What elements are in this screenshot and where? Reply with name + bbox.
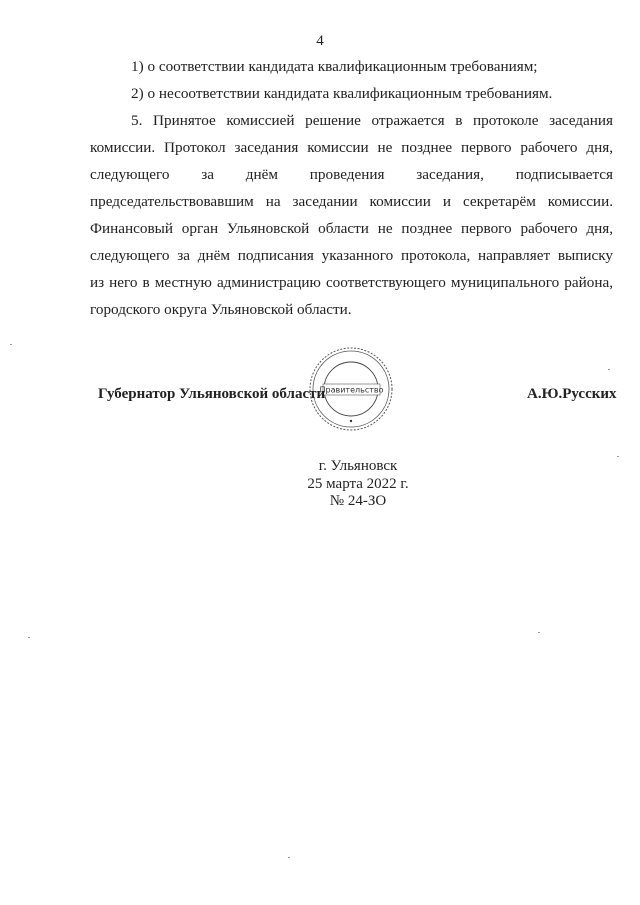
signatory-position: Губернатор Ульяновской области	[98, 386, 326, 402]
list-item: 1) о соответствии кандидата квалификационным требованиям;	[131, 58, 538, 75]
svg-text:Правительство: Правительство	[319, 385, 384, 395]
date: 25 марта 2022 г.	[307, 476, 409, 492]
list-item: 2) о несоответствии кандидата квалификационным требованиям.	[131, 85, 553, 102]
text-line: 5. Принятое комиссией решение отражается в протоколе заседания	[131, 112, 613, 129]
text-line: комиссии. Протокол заседания комиссии не позднее первого рабочего дня,	[90, 139, 613, 156]
scan-speck	[10, 344, 12, 345]
scan-speck	[608, 369, 610, 370]
scan-speck	[617, 456, 619, 457]
text-line: из него в местную администрацию соответствующего муниципального района,	[90, 274, 613, 291]
text-line: следующего за днём подписания указанного протокола, направляет выписку	[90, 247, 613, 264]
page-number: 4	[316, 33, 324, 49]
scan-speck	[538, 632, 540, 633]
signatory-name: А.Ю.Русских	[527, 386, 617, 402]
document-number: № 24-ЗО	[329, 493, 387, 509]
text-line: следующего за днём проведения заседания, подписывается	[90, 166, 613, 183]
text-line: председательствовавшим на заседании комиссии и секретарём комиссии.	[90, 193, 613, 210]
city: г. Ульяновск	[318, 458, 398, 474]
text-line: Финансовый орган Ульяновской области не позднее первого рабочего дня,	[90, 220, 613, 237]
scan-speck	[28, 637, 30, 638]
text-line: городского округа Ульяновской области.	[90, 301, 352, 318]
scan-speck	[288, 857, 290, 858]
